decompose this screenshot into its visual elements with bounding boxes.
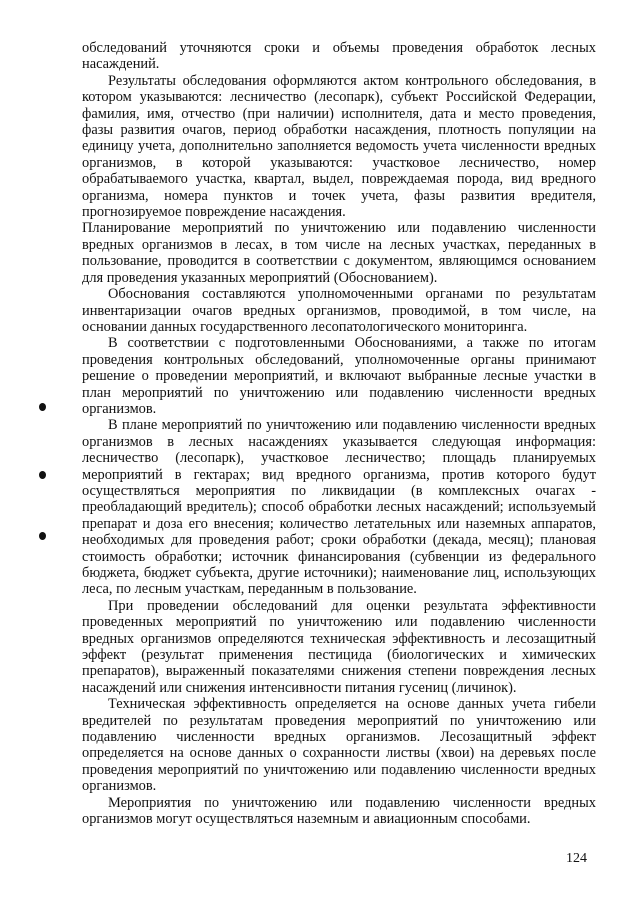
- paragraph-8: Техническая эффективность определяется на основе данных учета гибели вредителей по результатам проведения мероприятий по уничтожению или подавлению численности вредных организмов. Лесозащитный эффект определяется на основе данных о сохранности листвы (хвои) на деревьях после проведения мероприятий по уничтожению или подавлению численности вредных организмов.: [82, 696, 596, 795]
- paragraph-5: В соответствии с подготовленными Обоснованиями, а также по итогам проведения контрольных обследований, уполномоченные органы принимают решение о проведении мероприятий, и включают выбранные лесные участки в план мероприятий по уничтожению или подавлению численности вредных организмов.: [82, 335, 596, 417]
- document-body: [82, 40, 596, 828]
- paragraph-7: При проведении обследований для оценки результата эффективности проведенных мероприятий по уничтожению или подавлению численности вредных организмов определяются техническая эффективность и лесозащитный эффект (результат применения пестицида (биологических и химических препаратов), выраженный показателями снижения степени повреждения лесных насаждений или снижения интенсивности питания гусениц (личинок).: [82, 597, 596, 696]
- binder-hole-mark: [39, 403, 46, 411]
- paragraph-1: обследований уточняются сроки и объемы проведения обработок лесных насаждений.: [82, 40, 596, 73]
- paragraph-3: Планирование мероприятий по уничтожению или подавлению численности вредных организмов в лесах, в том числе на лесных участках, переданных в пользование, проводится в соответствии с документом, являющимся основанием для проведения указанных мероприятий (Обоснованием).: [82, 220, 596, 286]
- binder-hole-mark: [39, 532, 46, 540]
- binder-hole-mark: [39, 471, 46, 479]
- paragraph-2: Результаты обследования оформляются актом контрольного обследования, в котором указываются: лесничество (лесопарк), субъект Российской Федерации, фамилия, имя, отчество (при наличии) исполнителя, дата и место проведения, фазы развития очагов, период обработки насаждения, плотность популяции на единицу учета, дополнительно заполняется ведомость учета численности вредных организмов, в которой указываются: участковое лесничество, номер обрабатываемого участка, квартал, выдел, повреждаемая порода, вид вредного организма, номера пунктов и точек учета, фазы развития вредителя, прогнозируемое повреждение насаждения.: [82, 72, 596, 221]
- paragraph-4: Обоснования составляются уполномоченными органами по результатам инвентаризации очагов вредных организмов, проводимой, в том числе, на основании данных государственного лесопатологического мониторинга.: [82, 286, 596, 335]
- paragraph-9: Мероприятия по уничтожению или подавлению численности вредных организмов могут осуществляться наземным и авиационным способами.: [82, 794, 596, 828]
- page-number: 124: [566, 851, 587, 866]
- paragraph-6: В плане мероприятий по уничтожению или подавлению численности вредных организмов в лесных насаждениях указывается следующая информация: лесничество (лесопарк), участковое лесничество; площадь планируемых мероприятий в гектарах; вид вредного организма, против которого будут осуществляться мероприятия по ликвидации (в комплексных очагах - преобладающий вредитель); способ обработки лесных насаждений; используемый препарат и доза его внесения; количество летательных или наземных аппаратов, необходимых для проведения работ; сроки обработки (декада, месяц); плановая стоимость обработки; источник финансирования (субвенции из федерального бюджета, бюджет субъекта, другие источники); наименование лиц, использующих леса, по лесным участкам, переданным в пользование.: [82, 417, 596, 598]
